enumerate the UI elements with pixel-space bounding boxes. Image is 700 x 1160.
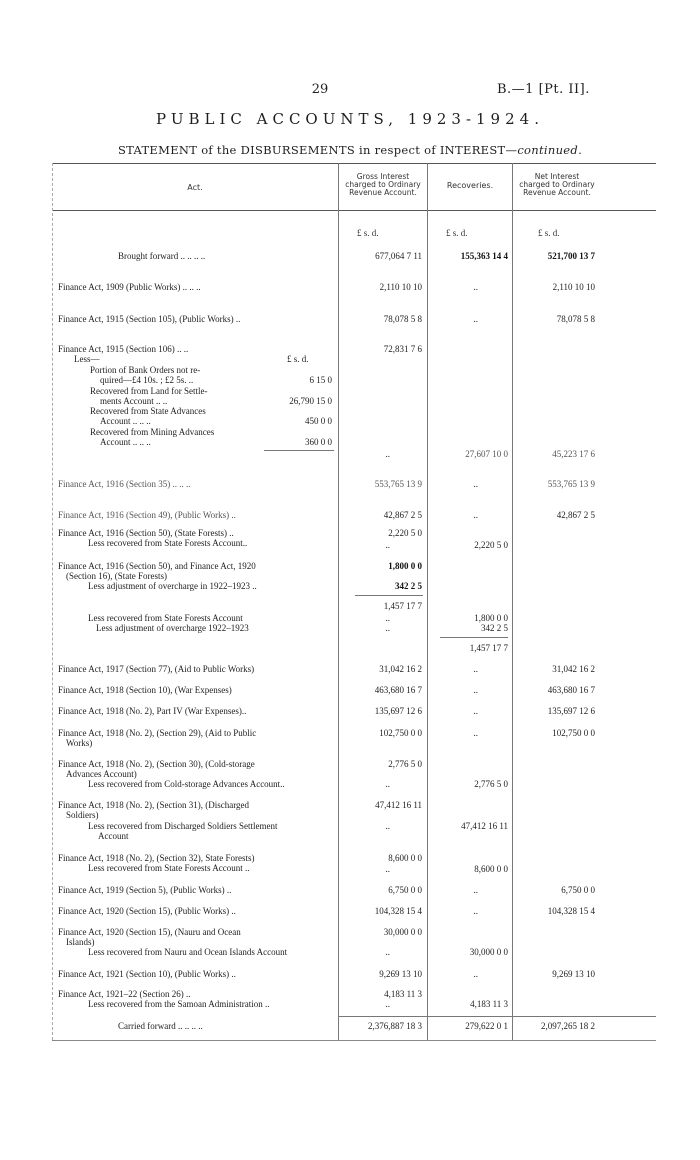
gross-header-line2: charged to Ordinary (345, 180, 421, 189)
fa1915-106-item-amount: 6 15 0 (309, 375, 332, 385)
fa1915-106-label: Finance Act, 1915 (Section 106) .. .. (58, 344, 189, 354)
column-header-act: Act. (187, 183, 203, 192)
fa1916-49-recoveries: .. (473, 510, 478, 520)
fa1921-22-less-label: Less recovered from the Samoan Administration .. (88, 999, 270, 1009)
fa1918-30-gross-dots: .. (385, 779, 390, 789)
net-units: £ s. d. (538, 228, 560, 238)
table-top-rule (52, 163, 656, 164)
fa1917-77-net: 31,042 16 2 (552, 664, 595, 674)
fa1921-22-label: Finance Act, 1921–22 (Section 26) .. (58, 989, 191, 999)
fa1909-gross: 2,110 10 10 (379, 282, 422, 292)
fa1916-1920-recoveries-adjust: 342 2 5 (481, 623, 508, 633)
fa1915-106-item: quired—£4 10s. ; £2 5s. .. (100, 375, 194, 385)
statement-subtitle (0, 143, 700, 157)
fa1915-106-gross-dots: .. (385, 449, 390, 459)
fa1915-105-gross: 78,078 5 8 (383, 314, 422, 324)
fa1918-10-net: 463,680 16 7 (547, 685, 595, 695)
fa1916-1920-dots: .. (385, 623, 390, 633)
fa1915-106-item: Recovered from Land for Settle- (90, 386, 208, 396)
fa1916-50-gross-dots: .. (385, 540, 390, 550)
fa1916-50-label: Finance Act, 1916 (Section 50), (State Forests) .. (58, 528, 234, 538)
fa1916-1920-dots: .. (385, 613, 390, 623)
fa1920-nauru-less-label: Less recovered from Nauru and Ocean Islands Account (88, 947, 288, 957)
fa1916-1920-adjustment-label: Less adjustment of overcharge in 1922–1923 .. (88, 581, 257, 591)
fa1917-77-label: Finance Act, 1917 (Section 77), (Aid to Public Works) (58, 664, 255, 674)
carried-forward-gross: 2,376,887 18 3 (368, 1021, 422, 1031)
fa1918-32-gross-dots: .. (385, 864, 390, 874)
fa1920-15-net: 104,328 15 4 (547, 906, 595, 916)
fa1915-106-sub-units: £ s. d. (287, 354, 309, 364)
fa1916-49-label: Finance Act, 1916 (Section 49), (Public Works) .. (58, 510, 236, 520)
fa1916-1920-label-cont: (Section 16), (State Forests) (66, 571, 167, 581)
fa1915-105-net: 78,078 5 8 (556, 314, 595, 324)
subtitle-main: STATEMENT of the DISBURSEMENTS in respect of INTEREST— (117, 143, 518, 157)
fa1921-10-gross: 9,269 13 10 (379, 969, 422, 979)
gross-units: £ s. d. (357, 228, 379, 238)
column-header-recoveries: Recoveries. (446, 181, 494, 190)
fa1918-30-less-label: Less recovered from Cold-storage Advances Account.. (88, 779, 285, 789)
carried-forward-net: 2,097,265 18 2 (541, 1021, 595, 1031)
fa1918-31-gross-dots: .. (385, 821, 390, 831)
fa1915-106-item: ments Account .. .. (100, 396, 168, 406)
fa1916-35-net: 553,765 13 9 (547, 479, 595, 489)
subtotal-rule (355, 595, 423, 596)
fa1915-106-item: Account .. .. .. (100, 437, 151, 447)
fa1918-29-label: Finance Act, 1918 (No. 2), (Section 29), (Aid to Public (58, 728, 257, 738)
fa1921-22-gross: 4,183 11 3 (384, 989, 422, 999)
fa1918-30-label-cont: Advances Account) (66, 769, 137, 779)
fa1915-106-recoveries: 27,607 10 0 (465, 449, 508, 459)
fa1915-106-item: Recovered from Mining Advances (90, 427, 215, 437)
fa1909-net: 2,110 10 10 (552, 282, 595, 292)
fa1916-35-label: Finance Act, 1916 (Section 35) .. .. .. (58, 479, 191, 489)
fa1915-105-recoveries: .. (473, 314, 478, 324)
fa1909-recoveries: .. (473, 282, 478, 292)
fa1916-1920-gross: 1,800 0 0 (388, 561, 422, 571)
fa1916-49-net: 42,867 2 5 (556, 510, 595, 520)
fa1918-31-recoveries: 47,412 16 11 (461, 821, 508, 831)
fa1920-15-label: Finance Act, 1920 (Section 15), (Public Works) .. (58, 906, 236, 916)
fa1916-1920-recoveries-total: 1,457 17 7 (469, 643, 508, 653)
subtotal-rule (440, 637, 508, 638)
fa1916-50-gross: 2,220 5 0 (388, 528, 422, 538)
fa1916-1920-gross-total: 1,457 17 7 (383, 601, 422, 611)
fa1918-32-less-label: Less recovered from State Forests Account .. (88, 863, 250, 873)
fa1916-35-gross: 553,765 13 9 (374, 479, 422, 489)
fa1915-106-gross: 72,831 7 6 (383, 344, 422, 354)
fa1920-nauru-recoveries: 30,000 0 0 (469, 947, 508, 957)
totals-rule (339, 1016, 656, 1017)
fa1920-15-recoveries: .. (473, 906, 478, 916)
fa1916-1920-adjustment: 342 2 5 (395, 581, 422, 591)
subtotal-rule (264, 450, 334, 451)
fa1915-106-item-amount: 450 0 0 (305, 416, 332, 426)
fa1918-10-recoveries: .. (473, 685, 478, 695)
fa1915-105-label: Finance Act, 1915 (Section 105), (Public Works) .. (58, 314, 241, 324)
fa1918-29-net: 102,750 0 0 (552, 728, 595, 738)
fa1920-nauru-gross-dots: .. (385, 947, 390, 957)
brought-forward-gross: 677,064 7 11 (375, 251, 422, 261)
fa1917-77-gross: 31,042 16 2 (379, 664, 422, 674)
net-header-line1: Net Interest (534, 172, 580, 181)
fa1917-77-recoveries: .. (473, 664, 478, 674)
table-bottom-rule (52, 1040, 656, 1041)
brought-forward-recoveries: 155,363 14 4 (460, 251, 508, 261)
fa1918-31-less-label: Less recovered from Discharged Soldiers Settlement (88, 821, 278, 831)
fa1916-1920-label: Finance Act, 1916 (Section 50), and Finance Act, 1920 (58, 561, 256, 571)
net-header-line2: charged to Ordinary (519, 180, 595, 189)
fa1915-106-item: Account .. .. .. (100, 416, 151, 426)
fa1916-50-less-label: Less recovered from State Forests Account.. (88, 538, 248, 548)
fa1918-31-label-cont: Soldiers) (66, 810, 99, 820)
fa1918-32-recoveries: 8,600 0 0 (474, 864, 508, 874)
fa1915-106-item-amount: 360 0 0 (305, 437, 332, 447)
fa1921-22-gross-dots: .. (385, 999, 390, 1009)
fa1918-no2-iv-label: Finance Act, 1918 (No. 2), Part IV (War Expenses).. (58, 706, 247, 716)
fa1918-no2-iv-recoveries: .. (473, 706, 478, 716)
fa1921-10-net: 9,269 13 10 (552, 969, 595, 979)
fa1920-nauru-label-cont: Islands) (66, 937, 95, 947)
fa1915-106-item-amount: 26,790 15 0 (289, 396, 332, 406)
recoveries-units: £ s. d. (446, 228, 468, 238)
fa1918-10-gross: 463,680 16 7 (374, 685, 422, 695)
fa1916-35-recoveries: .. (473, 479, 478, 489)
fa1915-106-item: Recovered from State Advances (90, 406, 206, 416)
fa1915-106-net: 45,223 17 6 (552, 449, 595, 459)
page-title: PUBLIC ACCOUNTS, 1923-1924. (156, 110, 544, 128)
fa1920-nauru-gross: 30,000 0 0 (383, 927, 422, 937)
fa1918-32-label: Finance Act, 1918 (No. 2), (Section 32), State Forests) (58, 853, 255, 863)
fa1916-50-recoveries: 2,220 5 0 (474, 540, 508, 550)
fa1921-10-recoveries: .. (473, 969, 478, 979)
brought-forward-label: Brought forward .. .. .. .. (118, 251, 206, 261)
fa1919-5-recoveries: .. (473, 885, 478, 895)
fa1918-30-label: Finance Act, 1918 (No. 2), (Section 30), (Cold-storage (58, 759, 255, 769)
column-header-gross (339, 173, 427, 197)
gross-header-line3: Revenue Account. (349, 188, 417, 197)
fa1918-32-gross: 8,600 0 0 (388, 853, 422, 863)
fa1909-label: Finance Act, 1909 (Public Works) .. .. .. (58, 282, 201, 292)
carried-forward-recoveries: 279,622 0 1 (465, 1021, 508, 1031)
fa1918-no2-iv-net: 135,697 12 6 (547, 706, 595, 716)
table-left-border (52, 163, 53, 1040)
subtitle-continued: continued. (517, 143, 583, 157)
column-header-net (513, 173, 601, 197)
fa1918-29-gross: 102,750 0 0 (379, 728, 422, 738)
fa1915-106-item: Portion of Bank Orders not re- (90, 365, 201, 375)
fa1916-1920-less-label: Less recovered from State Forests Account (88, 613, 243, 623)
fa1916-49-gross: 42,867 2 5 (383, 510, 422, 520)
brought-forward-net: 521,700 13 7 (547, 251, 595, 261)
fa1921-22-recoveries: 4,183 11 3 (470, 999, 508, 1009)
page-number: 29 (311, 82, 329, 97)
document-reference: B.—1 [Pt. II]. (497, 82, 590, 97)
fa1920-nauru-label: Finance Act, 1920 (Section 15), (Nauru and Ocean (58, 927, 241, 937)
fa1921-10-label: Finance Act, 1921 (Section 10), (Public Works) .. (58, 969, 236, 979)
fa1918-29-recoveries: .. (473, 728, 478, 738)
fa1916-1920-recoveries: 1,800 0 0 (474, 613, 508, 623)
fa1915-106-less: Less— (74, 354, 100, 364)
gross-header-line1: Gross Interest (356, 172, 410, 181)
header-bottom-rule (52, 210, 656, 211)
fa1919-5-label: Finance Act, 1919 (Section 5), (Public Works) .. (58, 885, 232, 895)
fa1918-30-gross: 2,776 5 0 (388, 759, 422, 769)
fa1920-15-gross: 104,328 15 4 (374, 906, 422, 916)
fa1918-29-label-cont: Works) (66, 738, 93, 748)
fa1919-5-net: 6,750 0 0 (561, 885, 595, 895)
carried-forward-label: Carried forward .. .. .. .. (118, 1021, 203, 1031)
fa1918-10-label: Finance Act, 1918 (Section 10), (War Expenses) (58, 685, 232, 695)
fa1918-no2-iv-gross: 135,697 12 6 (374, 706, 422, 716)
fa1916-1920-less-adjust-label: Less adjustment of overcharge 1922–1923 (96, 623, 249, 633)
fa1918-31-gross: 47,412 16 11 (375, 800, 422, 810)
column-divider-gross (338, 163, 339, 1040)
net-header-line3: Revenue Account. (523, 188, 591, 197)
fa1918-31-less-label-cont: Account (98, 831, 129, 841)
fa1918-31-label: Finance Act, 1918 (No. 2), (Section 31), (Discharged (58, 800, 250, 810)
fa1919-5-gross: 6,750 0 0 (388, 885, 422, 895)
fa1918-30-recoveries: 2,776 5 0 (474, 779, 508, 789)
